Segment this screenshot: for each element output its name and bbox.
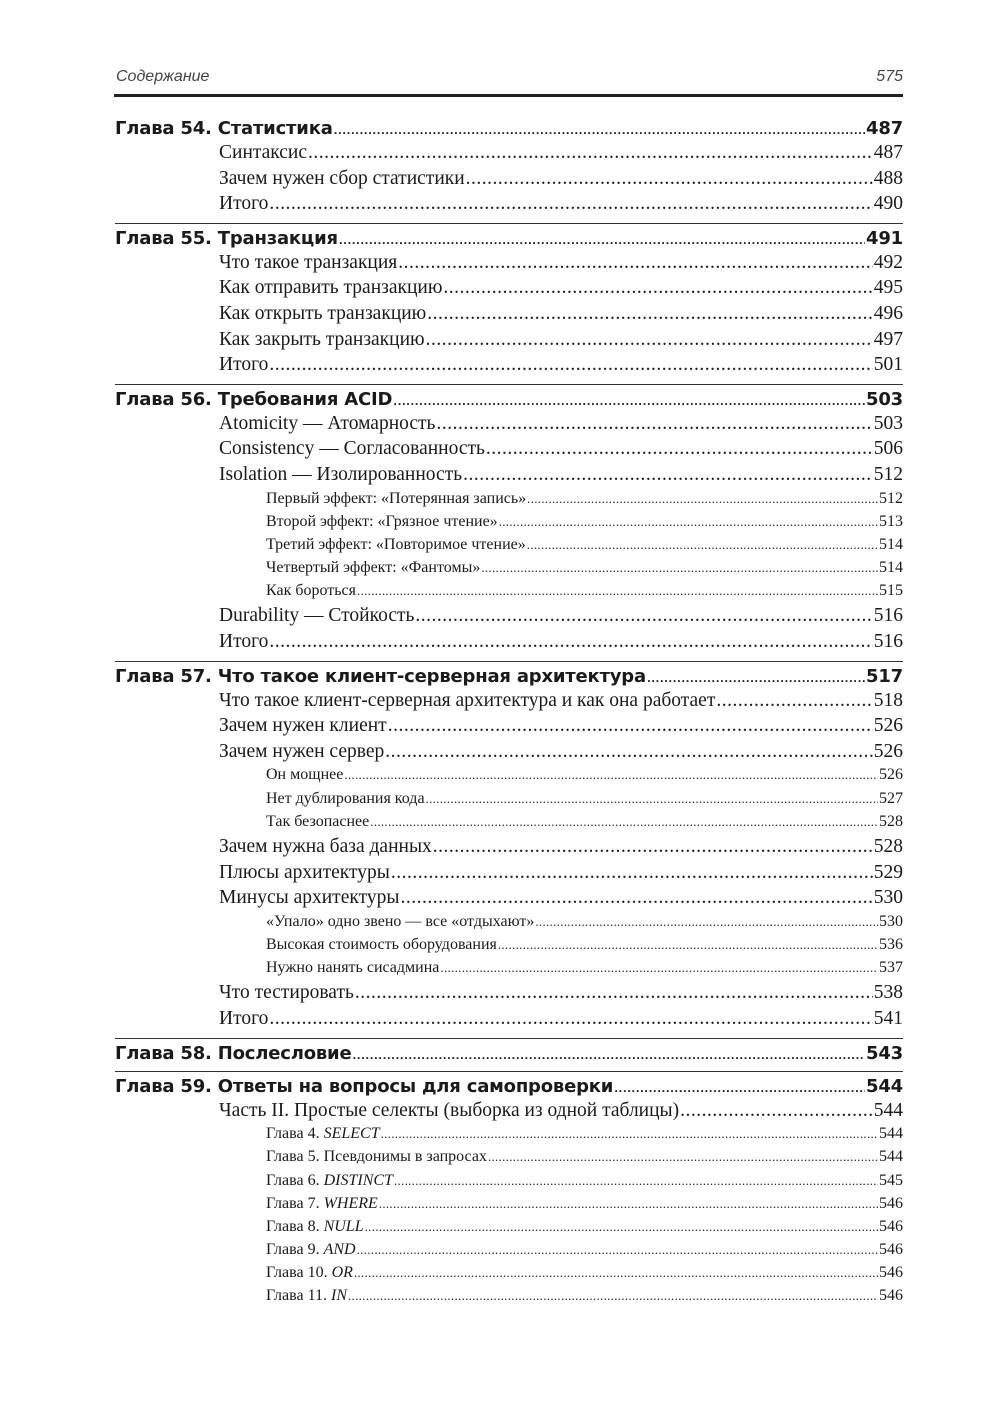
dot-leader [355,982,873,1004]
toc-entry-page: 503 [873,412,903,434]
toc-entry-page: 538 [873,982,903,1004]
toc-entry-page: 515 [879,582,903,600]
dot-leader [499,513,878,531]
toc-section-entry[interactable] [115,715,903,741]
toc-chapter-entry[interactable] [115,118,903,142]
toc-subsection-entry[interactable] [115,813,903,836]
toc-entry-title-text: Durability — Стойкость [219,605,415,627]
toc-subsection-entry[interactable] [115,913,903,936]
toc-entry-title-text: Глава 55. Транзакция [115,227,338,249]
toc-entry-title [219,193,268,215]
toc-entry-title [266,536,526,554]
toc-entry-title-text: Нет дублирования кода [266,789,425,807]
toc-entry-page: 546 [879,1194,903,1212]
toc-entry-title [219,741,384,763]
toc-entry-title [219,862,390,884]
toc-entry-page: 536 [879,935,903,953]
toc-entry-title [219,631,268,653]
toc-entry-title-text: Что такое транзакция [219,251,398,273]
dot-leader [486,438,873,460]
dot-leader [498,936,878,954]
dot-leader [415,605,872,627]
dot-leader [481,559,878,577]
toc-section-entry[interactable] [115,142,903,168]
toc-entry-title-text: Глава 6. [266,1171,324,1189]
toc-entry-page: 487 [873,142,903,163]
toc-entry-title-text: Зачем нужен клиент [219,715,387,737]
dot-leader [716,690,872,712]
dot-leader [433,836,873,858]
toc-subsection-entry[interactable] [115,582,903,605]
toc-entry-title-text: Итого [219,193,269,215]
dot-leader [443,277,872,299]
toc-subsection-entry[interactable] [115,936,903,959]
toc-entry-page: 492 [873,251,903,273]
toc-entry-title [115,389,392,410]
toc-entry-page: 546 [879,1241,903,1259]
toc-entry-page: 546 [879,1217,903,1235]
toc-entry-page: 514 [879,559,903,577]
dot-leader [426,329,873,351]
dot-leader [535,913,878,931]
header-title: Содержание [116,68,210,85]
toc-entry-title [219,354,268,376]
toc-entry-title [266,1148,487,1166]
toc-entry-page: 506 [873,438,903,460]
toc-subsection-entry[interactable] [115,1148,903,1171]
toc-entry-page: 503 [866,388,903,410]
toc-entry-page: 526 [879,766,903,784]
dot-leader [308,142,873,164]
toc-entry-page: 518 [873,689,903,711]
toc-entry-title-text: Плюсы архитектуры [219,861,390,883]
dot-leader [339,228,865,249]
toc-entry-page: 487 [866,118,903,139]
toc-entry-page: 529 [873,861,903,883]
dot-leader [466,168,873,190]
toc-entry-title-text: Глава 4. [266,1125,324,1143]
toc-subsection-entry[interactable] [115,490,903,513]
toc-entry-page: 526 [873,715,903,737]
toc-entry-title-keyword: IN [330,1287,347,1305]
toc-subsection-entry[interactable] [115,1287,903,1310]
toc-entry-title-text: Четвертый эффект: «Фантомы» [266,559,481,577]
toc-entry-page: 496 [873,302,903,324]
dot-leader [357,1241,878,1259]
toc-entry-title [219,836,432,858]
toc-entry-title-text: Isolation — Изолированность [219,463,463,485]
toc-entry-title [219,168,465,190]
toc-entry-title-text: Consistency — Согласованность [219,438,485,460]
toc-section-entry[interactable] [115,982,903,1008]
toc-entry-title-text: Зачем нужна база данных [219,836,432,857]
dot-leader [614,1076,865,1097]
toc-section-entry[interactable] [115,413,903,439]
dot-leader [527,536,878,554]
toc-section-entry[interactable] [115,887,903,913]
toc-entry-title-text: Глава 59. Ответы на вопросы для самопроверки [115,1075,614,1097]
dot-leader [527,490,878,508]
dot-leader [463,464,873,486]
toc-section-entry[interactable] [115,277,903,303]
toc-entry-title-keyword: WHERE [323,1194,378,1212]
toc-entry-title [266,959,439,977]
dot-leader [381,1125,878,1143]
toc-entry-title-text: Нужно нанять сисадмина [266,959,440,977]
toc-entry-page: 544 [866,1075,903,1097]
toc-section-entry[interactable] [115,836,903,862]
toc-section-entry[interactable] [115,329,903,355]
toc-entry-page: 530 [879,912,903,930]
toc-entry-page: 528 [873,836,903,857]
toc-entry-title-text: Что такое клиент-серверная архитектура и как она работает [219,689,716,711]
toc-entry-page: 546 [879,1264,903,1282]
toc-entry-title [219,1008,268,1030]
toc-entry-title-text: Третий эффект: «Повторимое чтение» [266,535,526,553]
toc-entry-title-text: Atomicity — Атомарность [219,412,436,434]
toc-entry-page: 544 [879,1148,903,1166]
toc-entry-title [266,1218,364,1236]
toc-entry-title-text: Минусы архитектуры [219,887,400,909]
dot-leader [269,631,872,653]
toc-entry-page: 512 [879,489,903,507]
dot-leader [269,354,872,376]
toc-entry-page: 512 [873,463,903,485]
toc-entry-title [115,1076,613,1097]
toc-entry-page: 495 [873,277,903,299]
toc-entry-title [219,438,485,460]
dot-leader [385,741,873,763]
dot-leader [427,303,872,325]
dot-leader [440,959,878,977]
toc-entry-title-text: Высокая стоимость оборудования [266,935,497,953]
dot-leader [354,1264,878,1282]
toc-entry-title [266,490,526,508]
toc-entry-title-text: Глава 9. [266,1241,324,1259]
toc-entry-title-keyword: OR [331,1264,353,1282]
toc-section-entry[interactable] [115,252,903,278]
header-page-number: 575 [876,68,903,85]
running-header [114,66,903,97]
toc-section-entry[interactable] [115,862,903,888]
toc-section-entry[interactable] [115,354,903,380]
toc-entry-title [219,715,387,737]
toc-entry-title-text: Второй эффект: «Грязное чтение» [266,512,498,530]
toc-entry-page: 517 [866,665,903,687]
toc-chapter-entry[interactable] [115,1071,903,1100]
toc-entry-title [266,790,425,808]
toc-section-entry[interactable] [115,741,903,767]
toc-entry-page: 526 [873,740,903,762]
table-of-contents [115,118,903,1311]
toc-entry-title-text: Глава 8. [266,1217,324,1235]
toc-entry-title-keyword: DISTINCT [323,1171,393,1189]
toc-entry-page: 530 [873,887,903,909]
dot-leader [400,887,872,909]
toc-entry-page: 541 [873,1007,903,1029]
toc-section-entry[interactable] [115,193,903,219]
toc-entry-title [219,887,399,909]
dot-leader [391,862,873,884]
toc-section-entry[interactable] [115,168,903,194]
toc-entry-title-text: Итого [219,1007,269,1029]
toc-subsection-entry[interactable] [115,1125,903,1148]
toc-entry-title [219,303,426,325]
toc-entry-title [266,1241,356,1259]
toc-entry-title-text: «Упало» одно звено — все «отдыхают» [266,912,535,930]
toc-entry-title [266,1287,347,1305]
toc-entry-title [115,118,333,139]
toc-entry-page: 497 [873,328,903,350]
dot-leader [348,1287,878,1305]
toc-section-entry[interactable] [115,605,903,631]
toc-entry-title-text: Глава 58. Послесловие [115,1042,352,1064]
toc-entry-title-keyword: AND [323,1241,356,1259]
toc-chapter-entry[interactable] [115,223,903,252]
toc-entry-title [266,766,343,784]
toc-chapter-entry[interactable] [115,1038,903,1067]
toc-entry-title [266,1264,353,1282]
dot-leader [394,1172,878,1190]
toc-entry-page: 513 [879,512,903,530]
toc-entry-title [115,228,338,249]
dot-leader [344,766,878,784]
toc-chapter-entry[interactable] [115,661,903,690]
toc-entry-title [219,277,442,299]
dot-leader [334,118,865,139]
toc-entry-title [266,1125,380,1143]
toc-entry-title [266,936,497,954]
toc-entry-title-text: Как бороться [266,582,357,600]
toc-entry-title-text: Глава 11. [266,1287,331,1305]
toc-subsection-entry[interactable] [115,1241,903,1264]
toc-entry-page: 491 [866,227,903,249]
toc-entry-page: 537 [879,959,903,977]
dot-leader [365,1218,878,1236]
toc-entry-title [266,813,369,831]
toc-entry-title [115,1043,351,1064]
toc-entry-page: 516 [873,605,903,627]
dot-leader [352,1043,865,1064]
toc-entry-title [266,1172,393,1190]
toc-entry-title-text: Так безопаснее [266,812,370,830]
toc-entry-title [219,464,462,486]
toc-entry-title [266,913,534,931]
toc-entry-page: 545 [879,1171,903,1189]
dot-leader [269,193,872,215]
dot-leader [647,666,865,687]
toc-entry-title [219,605,414,627]
toc-entry-title [266,582,356,600]
toc-section-entry[interactable] [115,690,903,716]
toc-entry-title-text: Итого [219,354,269,376]
toc-entry-title [219,1100,679,1122]
dot-leader [370,813,878,831]
toc-subsection-entry[interactable] [115,1195,903,1218]
toc-entry-title-text: Глава 5. Псевдонимы в запросах [266,1148,487,1166]
toc-entry-title [266,513,498,531]
toc-entry-title-text: Он мощнее [266,766,344,784]
toc-entry-title [219,329,425,351]
toc-entry-page: 544 [873,1099,903,1121]
toc-entry-title-text: Зачем нужен сервер [219,740,385,762]
toc-entry-title [266,1195,378,1213]
toc-subsection-entry[interactable] [115,790,903,813]
toc-section-entry[interactable] [115,1008,903,1034]
toc-entry-title-text: Зачем нужен сбор статистики [219,167,465,189]
toc-entry-title [219,982,354,1004]
toc-entry-title-keyword: NULL [323,1217,364,1235]
toc-entry-title [219,413,435,435]
toc-entry-title-text: Глава 56. Требования ACID [115,388,393,410]
toc-entry-page: 543 [866,1042,903,1064]
toc-entry-title [219,690,715,712]
toc-entry-page: 546 [879,1287,903,1305]
toc-entry-page: 501 [873,354,903,376]
toc-entry-page: 514 [879,535,903,553]
toc-subsection-entry[interactable] [115,1218,903,1241]
toc-chapter-entry[interactable] [115,384,903,413]
toc-entry-title-text: Глава 10. [266,1264,332,1282]
dot-leader [357,582,878,600]
toc-entry-page: 527 [879,789,903,807]
toc-entry-title [266,559,480,577]
toc-entry-title-text: Первый эффект: «Потерянная запись» [266,489,527,507]
toc-section-entry[interactable] [115,438,903,464]
toc-subsection-entry[interactable] [115,1172,903,1195]
toc-entry-page: 516 [873,631,903,653]
dot-leader [488,1148,878,1166]
toc-subsection-entry[interactable] [115,559,903,582]
toc-entry-title-text: Как закрыть транзакцию [219,328,425,350]
toc-entry-title-keyword: SELECT [323,1125,380,1143]
toc-section-entry[interactable] [115,303,903,329]
toc-entry-title-text: Глава 7. [266,1194,324,1212]
toc-entry-title [219,252,397,274]
toc-subsection-entry[interactable] [115,1264,903,1287]
toc-section-entry[interactable] [115,631,903,657]
toc-entry-page: 528 [879,812,903,830]
dot-leader [388,715,873,737]
toc-subsection-entry[interactable] [115,766,903,789]
dot-leader [398,252,872,274]
toc-entry-title [219,142,307,164]
toc-entry-page: 488 [873,167,903,189]
dot-leader [436,413,872,435]
toc-entry-title-text: Как отправить транзакцию [219,277,443,299]
toc-entry-title-text: Часть II. Простые селекты (выборка из одной таблицы) [219,1099,680,1121]
toc-section-entry[interactable] [115,464,903,490]
toc-entry-title-text: Как открыть транзакцию [219,302,427,324]
toc-entry-page: 544 [879,1125,903,1143]
dot-leader [426,790,878,808]
toc-subsection-entry[interactable] [115,536,903,559]
dot-leader [393,389,865,410]
toc-entry-title [115,666,646,687]
dot-leader [269,1008,872,1030]
toc-entry-page: 490 [873,193,903,215]
toc-subsection-entry[interactable] [115,513,903,536]
toc-section-entry[interactable] [115,1100,903,1126]
toc-subsection-entry[interactable] [115,959,903,982]
dot-leader [680,1100,873,1122]
toc-entry-title-text: Глава 54. Статистика [115,118,333,139]
toc-entry-title-text: Синтаксис [219,142,308,163]
toc-entry-title-text: Глава 57. Что такое клиент-серверная архитектура [115,665,646,687]
dot-leader [379,1195,878,1213]
toc-entry-title-text: Итого [219,631,269,653]
toc-entry-title-text: Что тестировать [219,982,354,1004]
